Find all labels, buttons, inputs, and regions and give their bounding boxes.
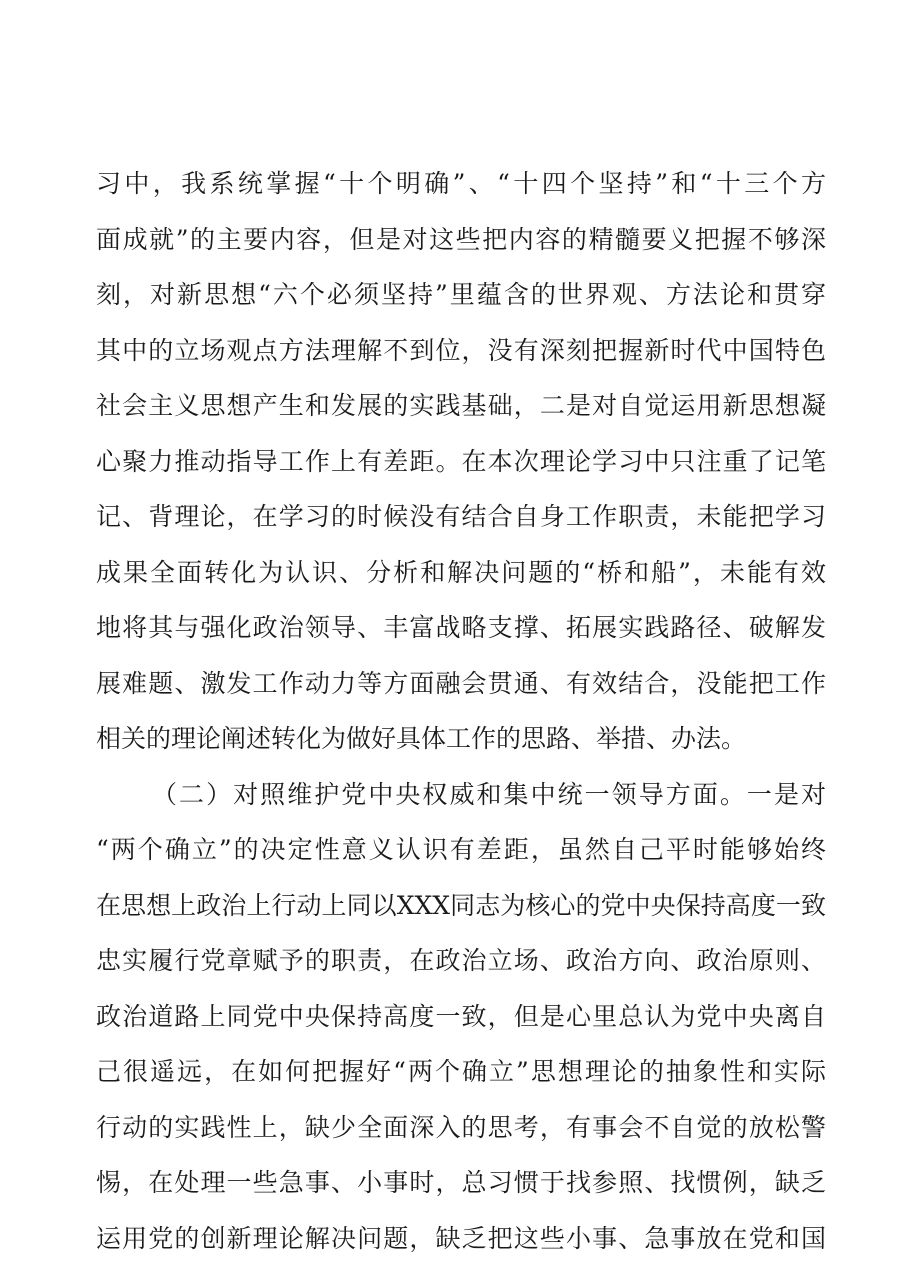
paragraph-line: 地将其与强化政治领导、丰富战略支撑、拓展实践路径、破解发 — [96, 613, 826, 642]
document-body — [96, 156, 826, 1266]
paragraph-line: 政治道路上同党中央保持高度一致，但是心里总认为党中央离自 — [96, 1001, 826, 1031]
paragraph-line: 展难题、激发工作动力等方面融会贯通、有效结合，没能把工作 — [96, 668, 826, 698]
paragraph-line: 相关的理论阐述转化为做好具体工作的思路、举措、办法。 — [96, 724, 747, 753]
paragraph-line: 在思想上政治上行动上同以XXX同志为核心的党中央保持高度一致 — [96, 890, 826, 920]
paragraph-2 — [96, 767, 826, 1267]
paragraph-line: 心聚力推动指导工作上有差距。在本次理论学习中只注重了记笔 — [96, 446, 826, 476]
paragraph-line: 忠实履行党章赋予的职责，在政治立场、政治方向、政治原则、 — [96, 946, 826, 975]
paragraph-line: 成果全面转化为认识、分析和解决问题的“桥和船”，未能有效 — [96, 557, 826, 587]
paragraph-line: 惕，在处理一些急事、小事时，总习惯于找参照、找惯例，缺乏 — [96, 1168, 826, 1197]
paragraph-line: 记、背理论，在学习的时候没有结合自身工作职责，未能把学习 — [96, 502, 826, 531]
paragraph-line: 运用党的创新理论解决问题，缺乏把这些小事、急事放在党和国 — [96, 1223, 826, 1253]
paragraph-1 — [96, 156, 826, 767]
section-heading-line: （二）对照维护党中央权威和集中统一领导方面。一是对 — [152, 779, 826, 809]
paragraph-line: 习中，我系统掌握“十个明确”、“十四个坚持”和“十三个方 — [96, 169, 826, 198]
paragraph-line: 其中的立场观点方法理解不到位，没有深刻把握新时代中国特色 — [96, 335, 826, 365]
paragraph-line: 行动的实践性上，缺少全面深入的思考，有事会不自觉的放松警 — [96, 1112, 826, 1142]
paragraph-line: 己很遥远，在如何把握好“两个确立”思想理论的抽象性和实际 — [96, 1057, 826, 1086]
paragraph-line: 面成就”的主要内容，但是对这些把内容的精髓要义把握不够深 — [96, 224, 826, 254]
paragraph-line: “两个确立”的决定性意义认识有差距，虽然自己平时能够始终 — [96, 835, 826, 864]
paragraph-line: 社会主义思想产生和发展的实践基础，二是对自觉运用新思想凝 — [96, 391, 826, 420]
paragraph-line: 刻，对新思想“六个必须坚持”里蕴含的世界观、方法论和贯穿 — [96, 280, 826, 309]
